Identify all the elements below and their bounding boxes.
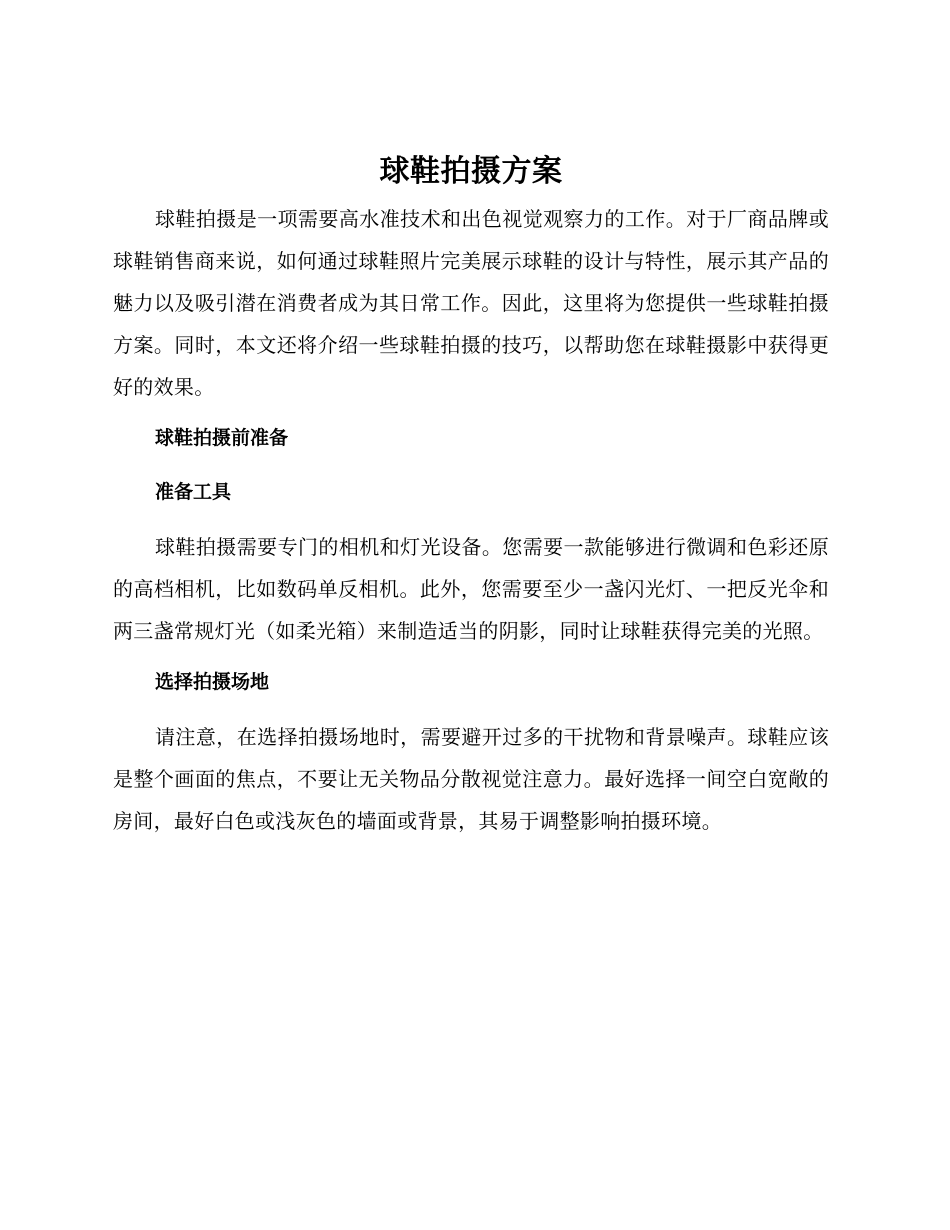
document-title: 球鞋拍摄方案 bbox=[379, 154, 563, 189]
section-heading-preparation: 球鞋拍摄前准备 bbox=[155, 427, 289, 449]
document-body bbox=[113, 150, 829, 842]
tools-paragraph: 球鞋拍摄需要专门的相机和灯光设备。您需要一款能够进行微调和色彩还原的高档相机，比如数码单反相机。此外，您需要至少一盏闪光灯、一把反光伞和两三盏常规灯光（如柔光箱）来制造适当的阴影，同时让球鞋获得完美的光照。 bbox=[113, 535, 829, 643]
section-heading-tools: 准备工具 bbox=[155, 481, 232, 503]
intro-paragraph: 球鞋拍摄是一项需要高水准技术和出色视觉观察力的工作。对于厂商品牌或球鞋销售商来说，如何通过球鞋照片完美展示球鞋的设计与特性，展示其产品的魅力以及吸引潜在消费者成为其日常工作。因此，这里将为您提供一些球鞋拍摄方案。同时，本文还将介绍一些球鞋拍摄的技巧，以帮助您在球鞋摄影中获得更好的效果。 bbox=[113, 207, 829, 399]
section-heading-venue: 选择拍摄场地 bbox=[155, 671, 270, 693]
venue-paragraph: 请注意，在选择拍摄场地时，需要避开过多的干扰物和背景噪声。球鞋应该是整个画面的焦点，不要让无关物品分散视觉注意力。最好选择一间空白宽敞的房间，最好白色或浅灰色的墙面或背景，其易于调整影响拍摄环境。 bbox=[113, 725, 829, 833]
